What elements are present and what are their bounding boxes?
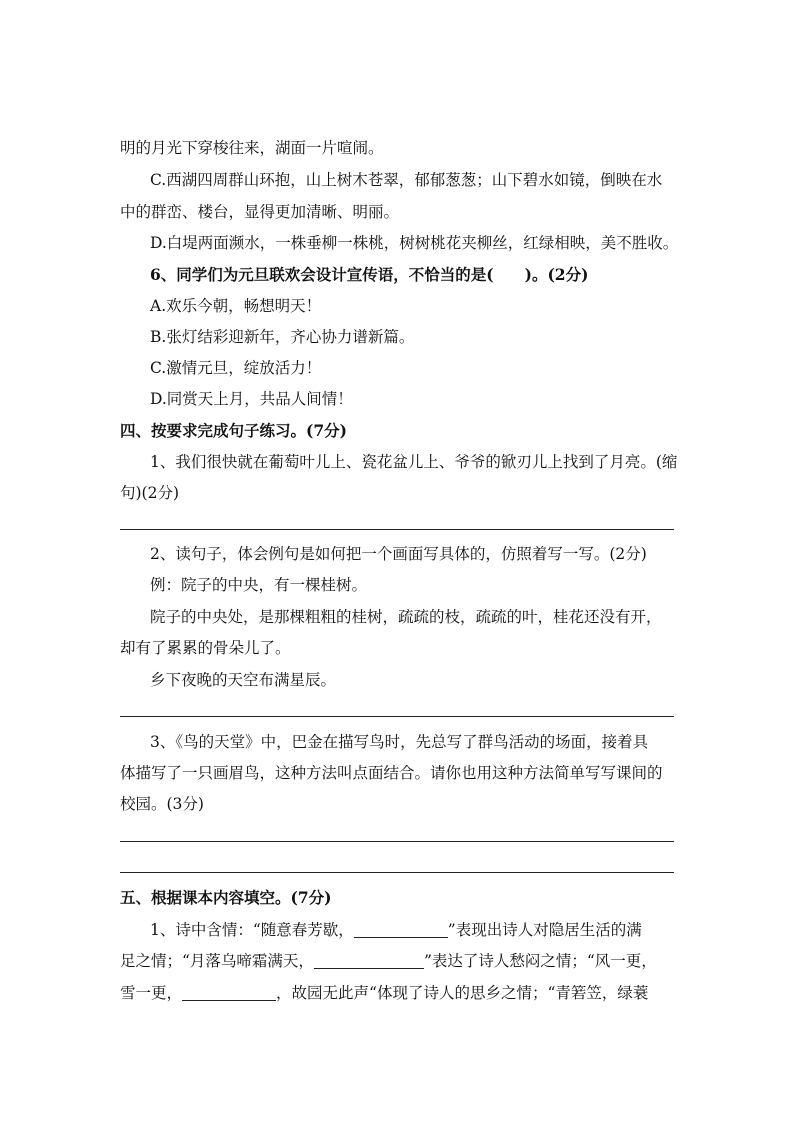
text-segment: 雪一更， — [120, 984, 183, 1002]
option-c: C.西湖四周群山环抱，山上树木苍翠，郁郁葱葱；山下碧水如镜，倒映在水 — [150, 171, 663, 189]
answer-line[interactable] — [120, 529, 674, 530]
option-c: C.激情元旦，绽放活力！ — [150, 359, 322, 377]
answer-line[interactable] — [120, 872, 674, 873]
question-4-1: 1、我们很快就在葡萄叶儿上、瓷花盆儿上、爷爷的锨刃儿上找到了月亮。(缩 — [150, 453, 678, 471]
option-b: B.张灯结彩迎新年，齐心协力谱新篇。 — [150, 328, 415, 346]
fill-in-line — [150, 920, 642, 940]
answer-line[interactable] — [120, 841, 674, 842]
question-4-1-cont: 句)(2分) — [120, 484, 180, 502]
example-expanded: 院子的中央处，是那棵粗粗的桂树，疏疏的枝，疏疏的叶，桂花还没有开， — [150, 608, 662, 626]
text-segment: ，故园无此声“体现了诗人的思乡之情；“青箬笠，绿蓑 — [276, 984, 649, 1002]
option-d: D.同赏天上月，共品人间情！ — [150, 390, 353, 408]
text-segment: 1、诗中含情：“随意春芳歇， — [150, 921, 354, 939]
option-a: A.欢乐今朝，畅想明天！ — [150, 297, 322, 315]
fill-in-line — [120, 951, 657, 971]
question-4-3-cont: 体描写了一只画眉鸟，这种方法叫点面结合。请你也用这种方法简单写写课间的 — [120, 764, 663, 782]
question-4-3: 3、《鸟的天堂》中，巴金在描写鸟时，先总写了群鸟活动的场面，接着具 — [150, 733, 649, 751]
section-five-title: 五、根据课本内容填空。(7分) — [120, 888, 332, 907]
fill-in-line — [120, 983, 648, 1003]
section-four-title: 四、按要求完成句子练习。(7分) — [120, 421, 347, 440]
text-segment: ”表达了诗人愁闷之情；“风一更， — [423, 952, 657, 970]
example-expanded-cont: 却有了累累的骨朵儿了。 — [120, 639, 291, 657]
answer-line[interactable] — [120, 716, 674, 717]
text-segment: ”表现出诗人对隐居生活的满 — [447, 921, 642, 939]
question-4-2: 2、读句子，体会例句是如何把一个画面写具体的，仿照着写一写。(2分) — [150, 545, 647, 563]
question-4-3-cont: 校园。(3分) — [120, 795, 204, 813]
practice-sentence: 乡下夜晚的天空布满星辰。 — [150, 671, 337, 689]
option-d: D.白堤两面濒水，一株垂柳一株桃，树树桃花夹柳丝，红绿相映，美不胜收。 — [150, 234, 679, 252]
text-line: 明的月光下穿梭往来，湖面一片喧闹。 — [120, 139, 384, 157]
example-sentence: 例：院子的中央，有一棵桂树。 — [150, 576, 368, 594]
fill-blank[interactable] — [182, 984, 276, 1001]
text-line: 中的群峦、楼台，显得更加清晰、明丽。 — [120, 203, 400, 221]
text-segment: 足之情；“月落乌啼霜满天， — [120, 952, 314, 970]
question-6: 6、同学们为元旦联欢会设计宣传语，不恰当的是( )。(2分) — [150, 265, 589, 284]
fill-blank[interactable] — [354, 921, 448, 938]
fill-blank[interactable] — [314, 952, 424, 969]
